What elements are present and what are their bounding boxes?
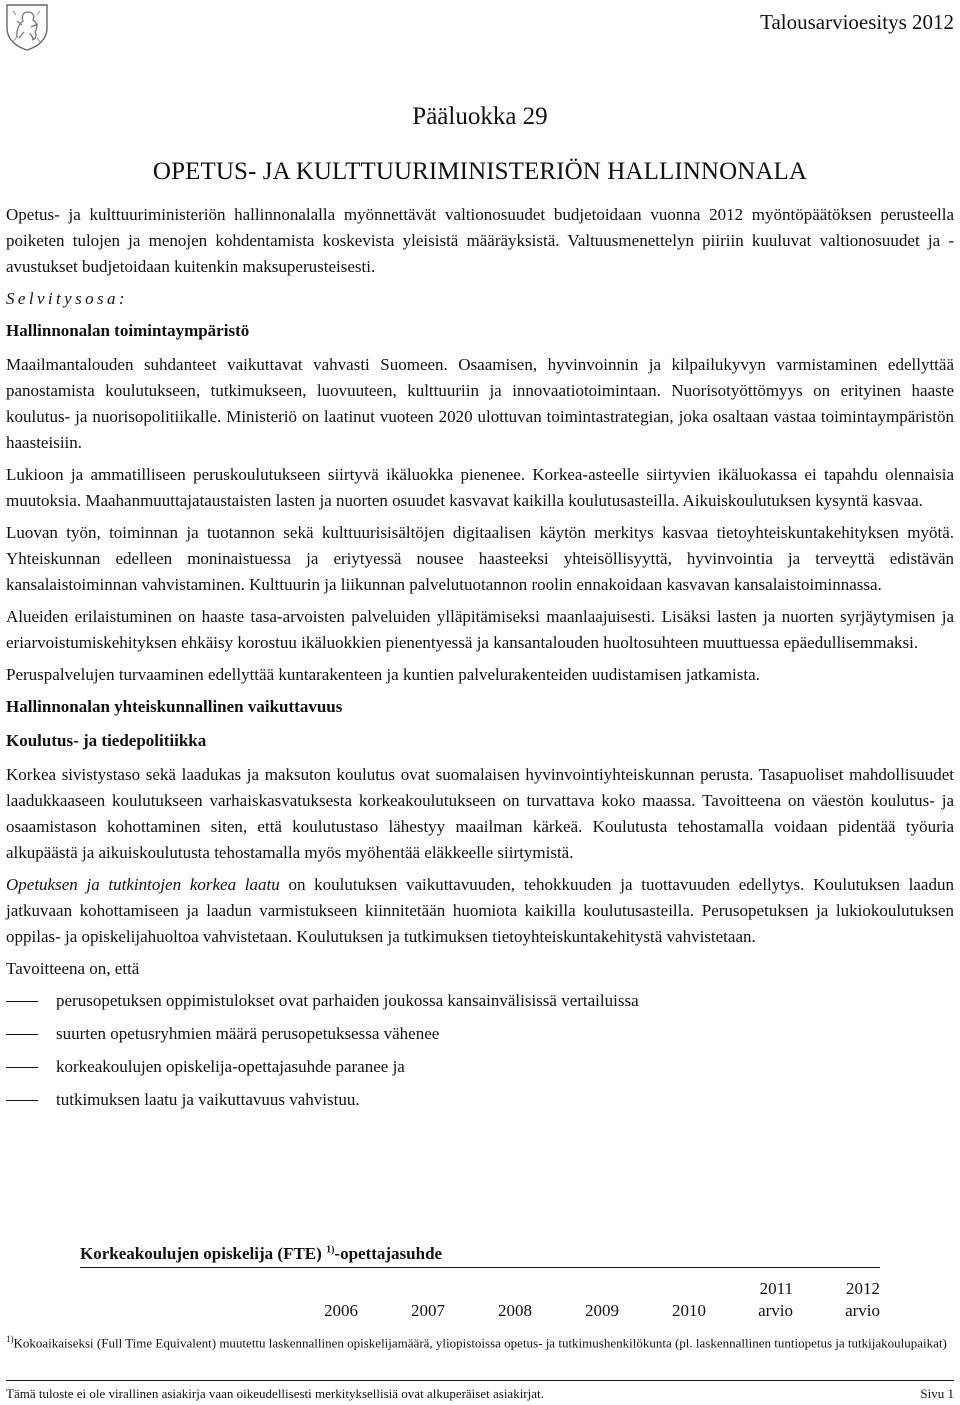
table-column-header: 2009 <box>585 1301 619 1320</box>
intro-paragraph: Opetus- ja kulttuuriministeriön hallinnonalalla myönnettävät valtionosuudet budjetoidaan vuonna 2012 myöntöpäätöksen perusteella poiketen tulojen ja menojen kohdentamista koskevista yleisistä määräyksistä. Valtuusmenettelyn piiriin kuuluvat valtionosuudet ja -avustukset budjetoidaan kuitenkin maksuperusteisesti. <box>6 205 954 276</box>
table-column-header: 2010 <box>672 1301 706 1320</box>
quality-text: on koulutuksen vaikuttavuuden, tehokkuuden ja tuottavuuden edellytys. Koulutuksen laadun jatkuvaan kohottamiseen ja laadun varmistukseen kiinnitetään huomiota kaikilla koulutusasteilla. Perusopetuksen ja lukiokoulutuksen oppilas- ja opiskelijahuoltoa vahvistetaan. Koulutuksen ja tutkimuksen tietoyhteiskuntakehitystä vahvistetaan. <box>6 875 954 946</box>
environment-paragraph-5: Peruspalvelujen turvaaminen edellyttää kuntarakenteen ja kuntien palvelurakenteiden uudistamisen jatkamista. <box>6 665 760 684</box>
quality-emphasis: Opetuksen ja tutkintojen korkea laatu <box>6 875 280 894</box>
document-body <box>6 202 954 1120</box>
document-header-title: Talousarvioesitys 2012 <box>760 10 954 34</box>
ratio-table <box>80 1244 880 1322</box>
table-column-header: 2006 <box>324 1301 358 1320</box>
environment-paragraph-4: Alueiden erilaistuminen on haaste tasa-arvoisten palveluiden ylläpitämiseksi maanlaajuisesti. Lisäksi lasten ja nuorten syrjäytymisen ja eriarvoistumiskehityksen ehkäisy korostuu ikäluokkien pienentyessä ja kansantalouden huoltosuhteen muuttuessa epäedullisemmaksi. <box>6 607 954 652</box>
footer-divider <box>6 1380 954 1381</box>
dash-bullet-icon <box>6 1100 38 1101</box>
table-title-footnote-marker: 1) <box>326 1244 335 1256</box>
table-header-row <box>80 1278 880 1322</box>
section-heading-education: Koulutus- ja tiedepolitiikka <box>6 731 207 750</box>
table-title <box>80 1244 880 1268</box>
page-number: Sivu 1 <box>920 1386 954 1401</box>
goal-item <box>6 1021 954 1054</box>
goal-item <box>6 1087 954 1120</box>
table-column-header: 2011 arvio <box>758 1279 793 1320</box>
table-column-header: 2008 <box>498 1301 532 1320</box>
ministry-title: OPETUS- JA KULTTUURIMINISTERIÖN HALLINNONALA <box>152 158 808 185</box>
table-title-tail: -opettajasuhde <box>334 1244 443 1263</box>
goal-intro: Tavoitteena on, että <box>6 959 140 978</box>
goal-text: korkeakoulujen opiskelija-opettajasuhde paranee ja <box>56 1057 405 1076</box>
goal-item <box>6 1054 954 1087</box>
selvitysosa-label: Selvitysosa: <box>6 289 128 308</box>
table-column-header: 2012 arvio <box>845 1279 880 1320</box>
dash-bullet-icon <box>6 1001 38 1002</box>
dash-bullet-icon <box>6 1067 38 1068</box>
division-title: Pääluokka 29 <box>412 103 548 130</box>
environment-paragraph-3: Luovan työn, toiminnan ja tuotannon sekä kulttuurisisältöjen digitaalisen käytön merkitys kasvaa tietoyhteiskuntakehityksen myötä. Yhteiskunnan edelleen moninaistuessa ja eriytyessä nousee haasteeksi yhteisöllisyyttä, hyvinvointia ja terveyttä edistävän kansalaistoiminnan vahvistaminen. Kulttuurin ja liikunnan palvelutuotannon roolin ennakoidaan kasvavan kansalaistoiminnassa. <box>6 523 954 594</box>
table-title-text: Korkeakoulujen opiskelija (FTE) <box>80 1244 322 1263</box>
dash-bullet-icon <box>6 1034 38 1035</box>
footnote-text: Kokoaikaiseksi (Full Time Equivalent) muutettu laskennallinen opiskelijamäärä, yliopistoissa opetus- ja tutkimushenkilökunta (pl. laskennallinen tuntiopetus ja tutkijakoulupaikat) <box>13 1335 947 1351</box>
footnote-marker: 1) <box>6 1334 14 1344</box>
section-heading-environment: Hallinnonalan toimintaympäristö <box>6 321 250 340</box>
table-column-header: 2007 <box>411 1301 445 1320</box>
quality-paragraph <box>6 872 954 950</box>
goal-text: suurten opetusryhmien määrä perusopetuksessa vähenee <box>56 1024 440 1043</box>
goal-item <box>6 988 954 1021</box>
education-paragraph: Korkea sivistystaso sekä laadukas ja maksuton koulutus ovat suomalaisen hyvinvointiyhteiskunnan perusta. Tasapuoliset mahdollisuudet laadukkaaseen koulutukseen varhaiskasvatuksesta korkeakoulutukseen on turvattava koko maassa. Tavoitteena on väestön koulutus- ja osaamistason kohottaminen siten, että koulutustaso lähestyy maailman kärkeä. Koulutusta tehostamalla voidaan pidentää työuria alkupäästä ja aikuiskoulutusta tehostamalla myös myöhentää eläkkeelle siirtymistä. <box>6 765 954 862</box>
environment-paragraph-2: Lukioon ja ammatilliseen peruskoulutukseen siirtyvä ikäluokka pienenee. Korkea-asteelle siirtyvien ikäluokassa ei tapahdu olennaisia muutoksia. Maahanmuuttajataustaisten lasten ja nuorten osuudet kasvavat kaikilla koulutusasteilla. Aikuiskoulutuksen kysyntä kasvaa. <box>6 465 954 510</box>
coat-of-arms-icon <box>4 2 50 52</box>
goal-text: perusopetuksen oppimistulokset ovat parhaiden joukossa kansainvälisissä vertailuissa <box>56 991 639 1010</box>
environment-paragraph-1: Maailmantalouden suhdanteet vaikuttavat vahvasti Suomeen. Osaamisen, hyvinvoinnin ja kilpailukyvyn varmistaminen edellyttää panostamista koulutukseen, tutkimukseen, luovuuteen, kulttuuriin ja innovaatiotoimintaan. Nuorisotyöttömyys on erityinen haaste koulutus- ja nuorisopolitiikalle. Ministeriö on laatinut vuoteen 2020 ulottuvan toimintastrategian, joka osaltaan vastaa toimintaympäristön haasteisiin. <box>6 355 954 452</box>
footer-disclaimer: Tämä tuloste ei ole virallinen asiakirja vaan oikeudellisesti merkityksellisiä ovat alkuperäiset asiakirjat. <box>6 1386 544 1401</box>
goal-text: tutkimuksen laatu ja vaikuttavuus vahvistuu. <box>56 1090 360 1109</box>
goal-list <box>6 988 954 1120</box>
section-heading-impact: Hallinnonalan yhteiskunnallinen vaikuttavuus <box>6 697 343 716</box>
footnote <box>6 1330 956 1352</box>
